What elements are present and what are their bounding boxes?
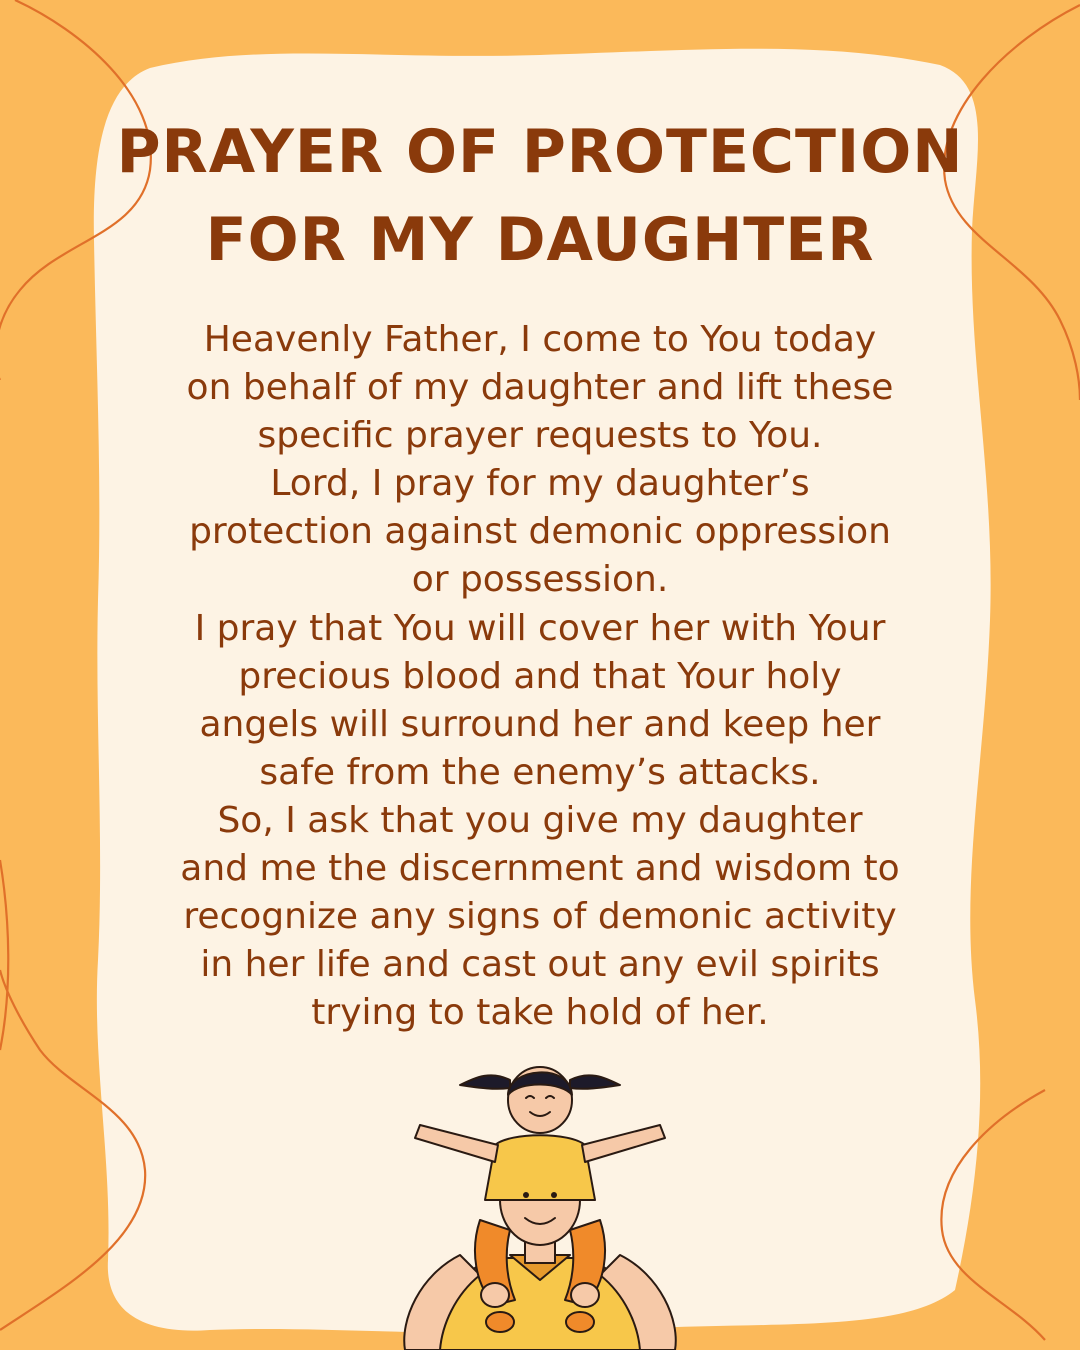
father-right-hand bbox=[571, 1283, 599, 1307]
prayer-line: in her life and cast out any evil spirits bbox=[200, 944, 880, 986]
daughter-right-pigtail bbox=[570, 1075, 620, 1089]
daughter-shirt bbox=[485, 1135, 595, 1200]
daughter-right-shoe bbox=[566, 1312, 594, 1332]
prayer-line: precious blood and that Your holy bbox=[238, 655, 842, 697]
daughter-left-pigtail bbox=[460, 1075, 510, 1089]
father-right-eye bbox=[551, 1192, 557, 1198]
decor-line-left-mid bbox=[0, 860, 8, 1050]
prayer-line: specific prayer requests to You. bbox=[257, 415, 823, 457]
daughter-right-arm bbox=[582, 1125, 665, 1162]
prayer-line: Heavenly Father, I come to You today bbox=[203, 319, 877, 360]
prayer-line: safe from the enemy’s attacks. bbox=[259, 751, 821, 793]
prayer-line: angels will surround her and keep her bbox=[199, 703, 881, 745]
prayer-line: trying to take hold of her. bbox=[311, 992, 769, 1034]
daughter-left-arm bbox=[415, 1125, 498, 1162]
prayer-line: or possession. bbox=[411, 559, 669, 601]
prayer-line: Lord, I pray for my daughter’s bbox=[270, 463, 810, 505]
prayer-text bbox=[100, 316, 980, 1037]
prayer-line: protection against demonic oppression bbox=[189, 511, 891, 553]
father-left-hand bbox=[481, 1283, 509, 1307]
title-line-1: PRAYER OF PROTECTION bbox=[116, 117, 964, 187]
father-daughter-illustration bbox=[380, 1050, 700, 1350]
prayer-line: So, I ask that you give my daughter bbox=[217, 799, 863, 841]
prayer-line: and me the discernment and wisdom to bbox=[180, 848, 900, 890]
prayer-line: I pray that You will cover her with Your bbox=[194, 607, 886, 649]
daughter-left-shoe bbox=[486, 1312, 514, 1332]
prayer-line: recognize any signs of demonic activity bbox=[183, 896, 897, 938]
prayer-line: on behalf of my daughter and lift these bbox=[186, 367, 894, 409]
page-title bbox=[100, 108, 980, 284]
title-line-2: FOR MY DAUGHTER bbox=[205, 205, 875, 275]
father-left-eye bbox=[523, 1192, 529, 1198]
